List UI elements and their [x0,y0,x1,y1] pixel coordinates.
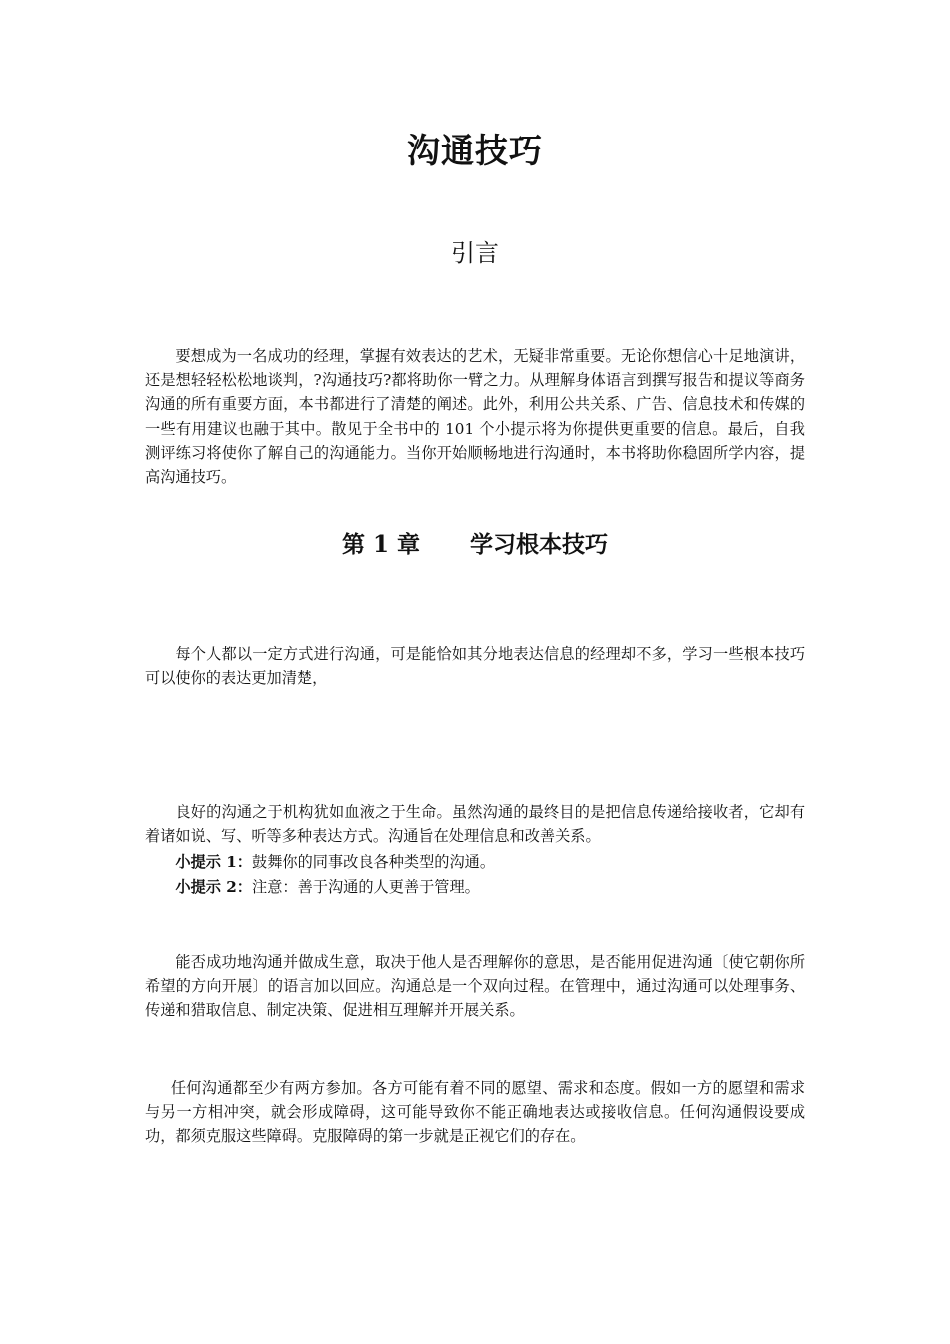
document-title: 沟通技巧 [407,131,543,170]
chapter-number: 第 1 章 [341,531,421,558]
tip-1 [145,850,805,874]
body-paragraph-parties: 任何沟通都至少有两方参加。各方可能有着不同的愿望、需求和态度。假如一方的愿望和需求与另一方相冲突，就会形成障碍，这可能导致你不能正确地表达或接收信息。任何沟通假设要成功，都须克服这些障碍。克服障碍的第一步就是正视它们的存在。 [145,1079,805,1146]
chapter-title: 学习根本技巧 [470,531,609,558]
intro-paragraph: 要想成为一名成功的经理，掌握有效表达的艺术，无疑非常重要。无论你想信心十足地演讲，还是想轻轻松松地谈判，?沟通技巧?都将助你一臂之力。从理解身体语言到撰写报告和提议等商务沟通的所有重要方面，本书都进行了清楚的阐述。此外，利用公共关系、广告、信息技术和传媒的一些有用建议也融于其中。散见于全书中的 101 个小提示将为你提供更重要的信息。最后，自我测评练习将使你了解自己的沟通能力。当你开始顺畅地进行沟通时，本书将助你稳固所学内容，提高沟通技巧。 [145,347,805,487]
tip-2-label: 小提示 2： [175,878,252,896]
chapter-heading [0,528,950,562]
tip-2-text: 注意：善于沟通的人更善于管理。 [252,878,480,896]
tip-2 [145,875,805,899]
body-paragraph-success: 能否成功地沟通并做成生意，取决于他人是否理解你的意思，是否能用促进沟通〔使它朝你所希望的方向开展〕的语言加以回应。沟通总是一个双向过程。在管理中，通过沟通可以处理事务、传递和猎取信息、制定决策、促进相互理解并开展关系。 [145,953,805,1020]
body-paragraph-blood: 良好的沟通之于机构犹如血液之于生命。虽然沟通的最终目的是把信息传递给接收者，它却有着诸如说、写、听等多种表达方式。沟通旨在处理信息和改善关系。 [145,803,805,846]
section-heading-introduction: 引言 [451,239,499,267]
tip-1-label: 小提示 1： [175,853,252,871]
chapter-intro-paragraph: 每个人都以一定方式进行沟通，可是能恰如其分地表达信息的经理却不多，学习一些根本技巧可以使你的表达更加清楚， [145,645,805,688]
tip-1-text: 鼓舞你的同事改良各种类型的沟通。 [252,853,495,871]
